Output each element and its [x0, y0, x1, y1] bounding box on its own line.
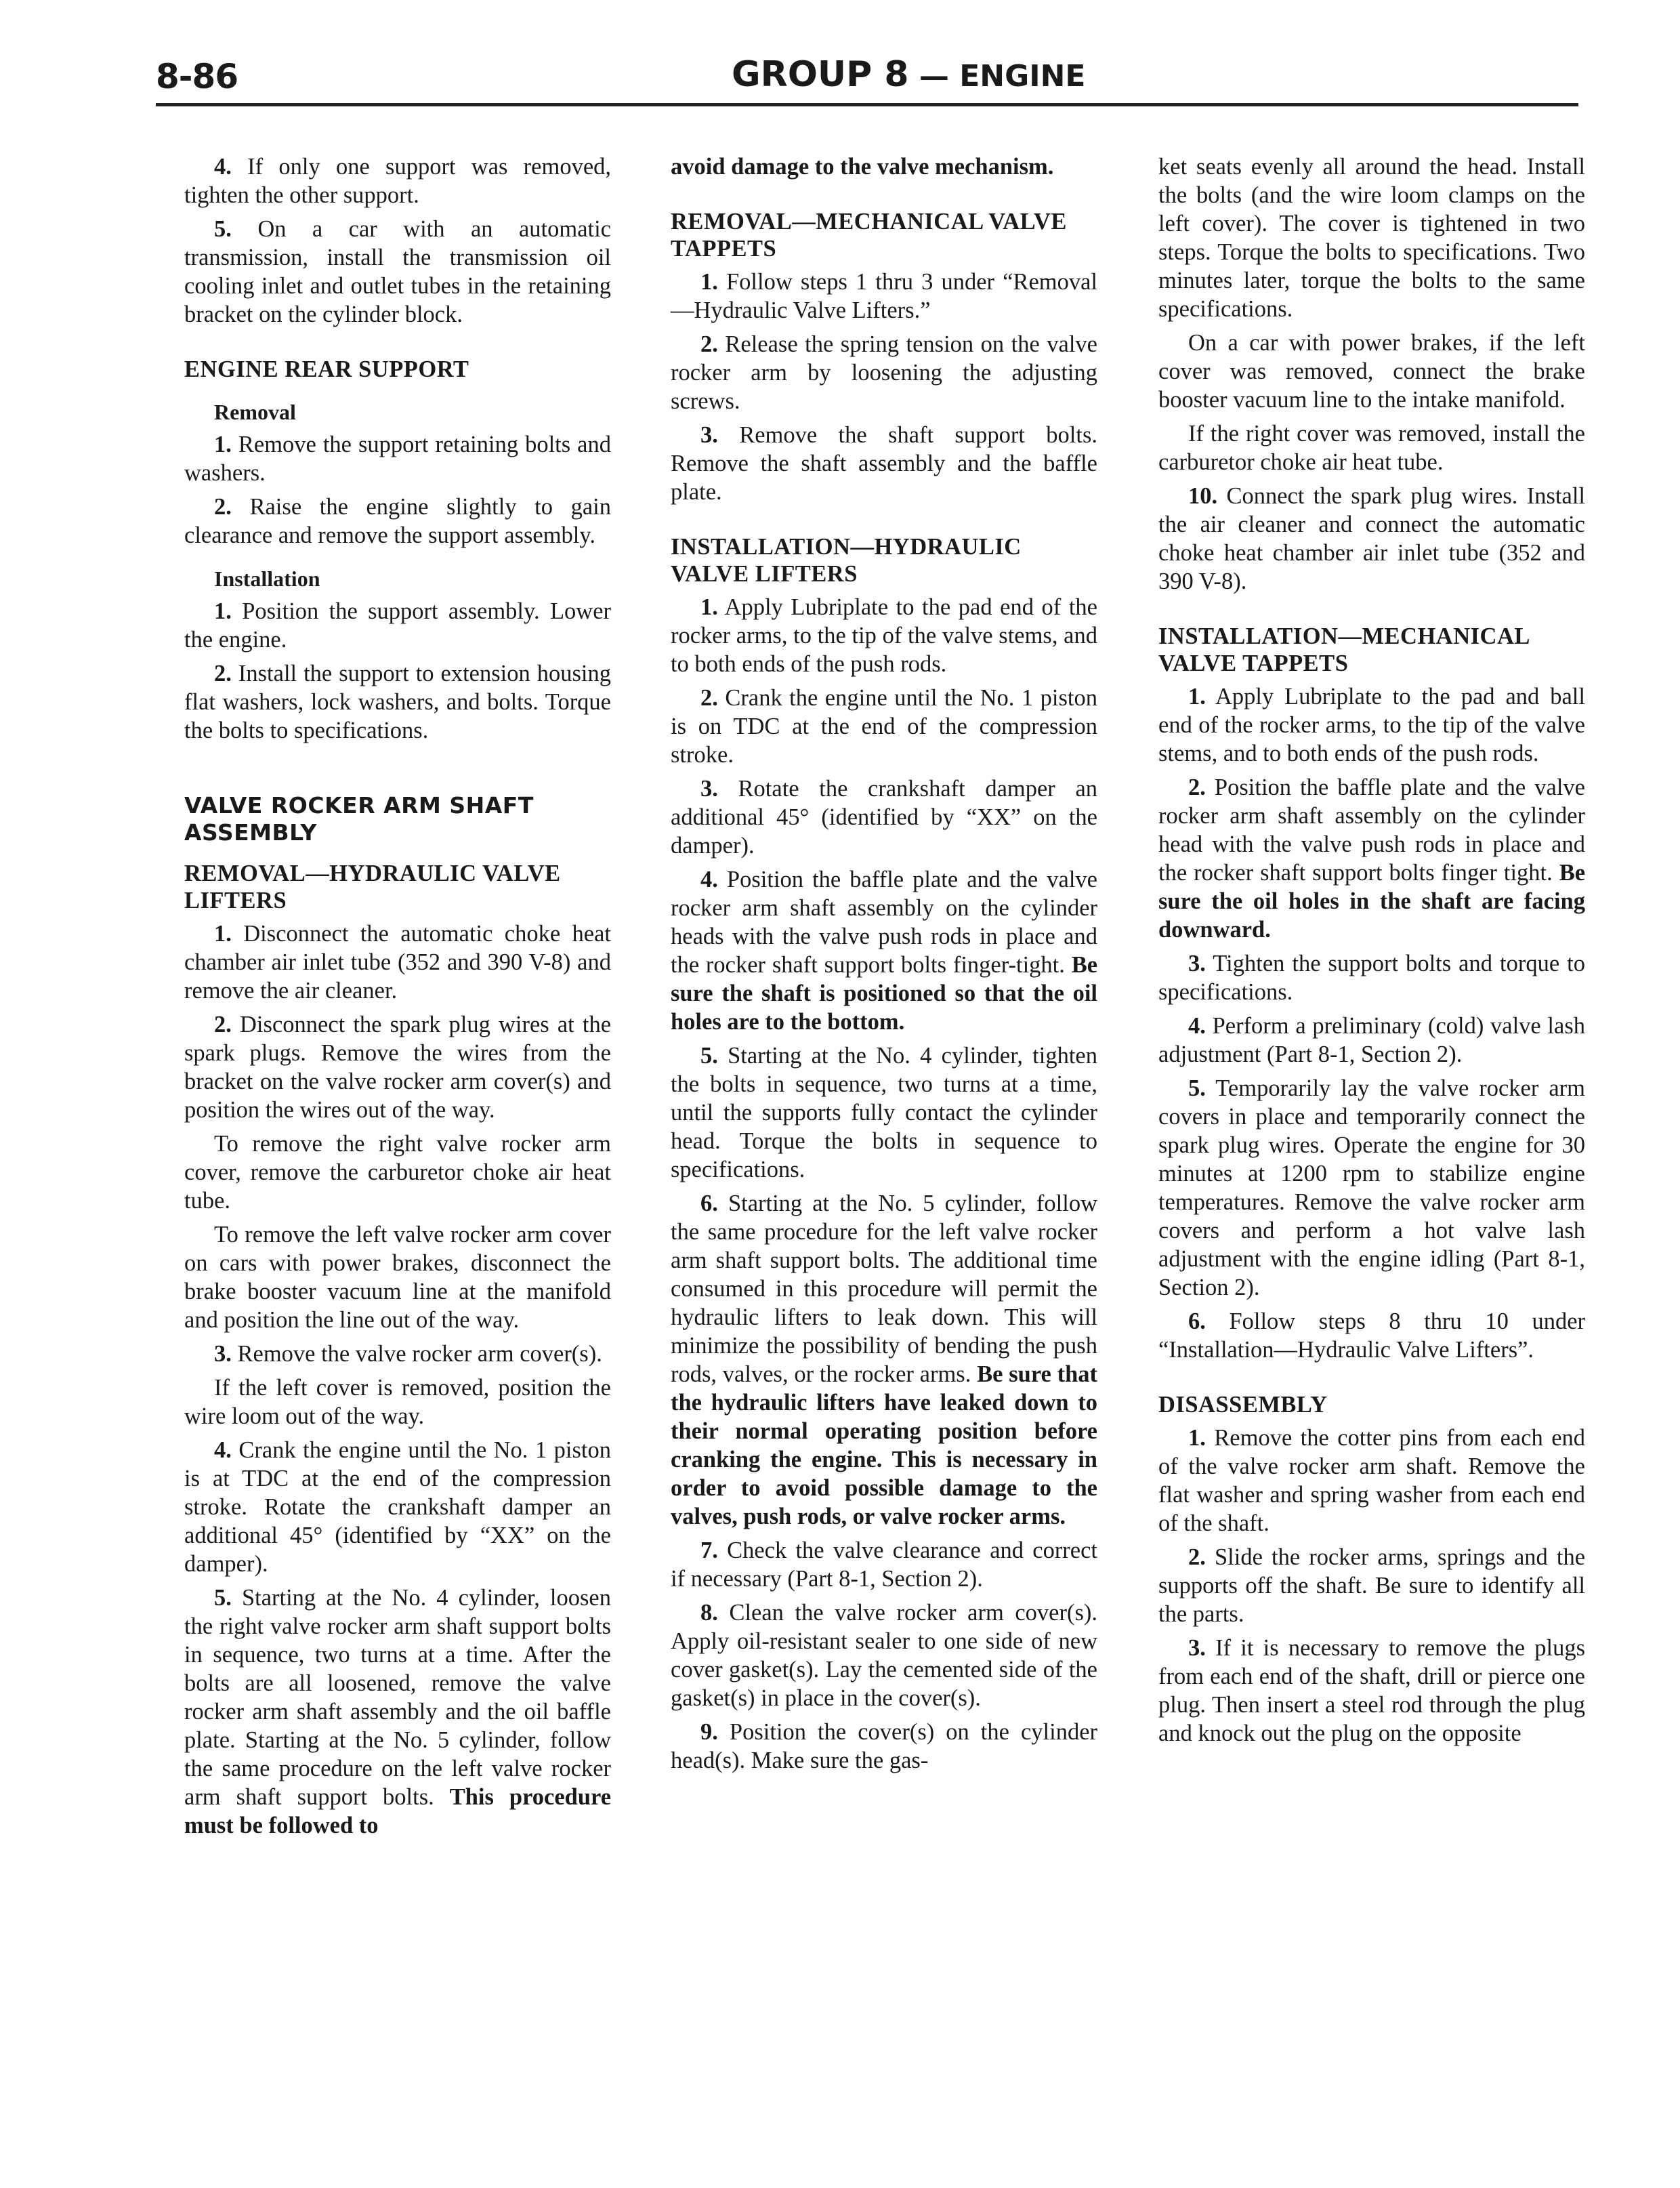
section-heading: ENGINE REAR SUPPORT — [184, 356, 469, 382]
section-heading: VALVE ROCKER ARM SHAFT ASSEMBLY — [184, 792, 534, 846]
subheading: Removal — [214, 400, 296, 424]
step-number: 5. — [1188, 1075, 1206, 1101]
column-3 — [1158, 152, 1585, 1753]
step-number: 4. — [1188, 1013, 1206, 1039]
paragraph — [671, 268, 1097, 325]
step-text: Starting at the No. 4 cylinder, loosen the right valve rocker arm shaft support bolts in sequence, two turns at a time. After the bolts are all loosened, remove the valve rocker arm shaft assembly and the oil baffle plate. Starting at the No. 5 cylinder, follow the same procedure on the left valve rocker arm shaft support bolts. — [184, 1585, 611, 1810]
paragraph — [671, 775, 1097, 860]
step-text: Position the support assembly. Lower the engine. — [184, 598, 612, 653]
paragraph — [671, 1718, 1097, 1775]
paragraph — [184, 920, 611, 1005]
paragraph — [671, 865, 1097, 1036]
warning-text: This procedure must be followed to — [184, 1784, 612, 1838]
paragraph: To remove the right valve rocker arm cover, remove the carburetor choke air heat tube. — [184, 1131, 611, 1214]
step-text: Remove the shaft support bolts. Remove the shaft assembly and the baffle plate. — [671, 422, 1097, 505]
step-number: 5. — [214, 1585, 232, 1611]
paragraph — [671, 593, 1097, 678]
paragraph — [671, 684, 1097, 769]
paragraph: If the left cover is removed, position the wire loom out of the way. — [184, 1375, 611, 1429]
step-number: 9. — [700, 1719, 718, 1745]
paragraph — [1158, 482, 1585, 596]
step-text: If it is necessary to remove the plugs from each end of the shaft, drill or pierce one plug. Then insert a steel rod through the plug and knock out the plug on the opposite — [1158, 1635, 1586, 1746]
step-text: Temporarily lay the valve rocker arm covers in place and temporarily connect the spark plug wires. Operate the engine for 30 minutes at 1200 rpm to stabilize engine temperatures. Remove the valve rocker arm covers and perform a hot valve lash adjustment with the engine idling (Part 8-1, Section 2). — [1158, 1075, 1585, 1300]
section-heading: INSTALLATION—MECHANICAL VALVE TAPPETS — [1158, 623, 1529, 676]
step-text: Clean the valve rocker arm cover(s). Apply oil-resistant sealer to one side of new cover gasket(s). Lay the cemented side of the gasket(s) in place in the cover(s). — [671, 1600, 1098, 1711]
page-header — [156, 47, 1578, 108]
warning-text: Be sure that the hydraulic lifters have leaked down to their normal operating position before cranking the engine. This is necessary in order to avoid possible damage to the valves, push rods, or valve rocker arms. — [671, 1361, 1098, 1529]
paragraph: To remove the left valve rocker arm cover on cars with power brakes, disconnect the brake booster vacuum line at the manifold and position the line out of the way. — [184, 1222, 611, 1333]
step-number: 1. — [214, 921, 232, 947]
step-number: 1. — [1188, 1425, 1206, 1451]
step-text: Position the baffle plate and the valve rocker arm shaft assembly on the cylinder heads with the valve push rods in place and the rocker shaft support bolts finger-tight. — [671, 867, 1097, 978]
paragraph — [1158, 1424, 1585, 1537]
step-text: Disconnect the spark plug wires at the spark plugs. Remove the wires from the bracket on the valve rocker arm cover(s) and position the wires out of the way. — [184, 1012, 612, 1123]
step-text: Raise the engine slightly to gain clearance and remove the support assembly. — [184, 494, 611, 548]
step-text: Perform a preliminary (cold) valve lash adjustment (Part 8-1, Section 2). — [1158, 1013, 1586, 1067]
step-text: Rotate the crankshaft damper an additional 45° (identified by “XX” on the damper). — [671, 776, 1098, 859]
section-heading: REMOVAL—MECHANICAL VALVE TAPPETS — [671, 209, 1067, 262]
step-number: 3. — [1188, 1635, 1206, 1661]
step-number: 3. — [700, 422, 718, 448]
step-number: 8. — [700, 1600, 718, 1626]
paragraph — [671, 1041, 1097, 1184]
paragraph — [184, 430, 611, 487]
step-text: Position the baffle plate and the valve rocker arm shaft assembly on the cylinder head with the valve push rods in place and the rocker shaft support bolts finger tight. — [1158, 775, 1585, 886]
group-label: GROUP 8 — [732, 54, 909, 95]
step-text: Follow steps 8 thru 10 under “Installation—Hydraulic Valve Lifters”. — [1158, 1308, 1585, 1363]
step-text: Check the valve clearance and correct if necessary (Part 8-1, Section 2). — [671, 1537, 1098, 1592]
paragraph — [184, 1436, 611, 1578]
step-text: On a car with an automatic transmission, install the transmission oil cooling inlet and outlet tubes in the retaining bracket on the cylinder block. — [184, 216, 611, 327]
paragraph — [1158, 682, 1585, 768]
paragraph — [671, 1598, 1097, 1712]
paragraph — [1158, 1012, 1585, 1069]
step-text: Tighten the support bolts and torque to specifications. — [1158, 951, 1585, 1005]
step-number: 3. — [1188, 951, 1206, 976]
warning-text: Be sure the oil holes in the shaft are facing downward. — [1158, 860, 1586, 943]
step-text: Slide the rocker arms, springs and the supports off the shaft. Be sure to identify all the parts. — [1158, 1544, 1586, 1627]
step-text: Disconnect the automatic choke heat chamber air inlet tube (352 and 390 V-8) and remove the air cleaner. — [184, 921, 612, 1004]
step-text: Crank the engine until the No. 1 piston is at TDC at the end of the compression stroke. Rotate the crankshaft damper an additional 45° (identified by “XX” on the damper). — [184, 1437, 612, 1577]
paragraph — [1158, 949, 1585, 1006]
subheading: Installation — [214, 566, 320, 591]
step-number: 2. — [700, 331, 718, 357]
step-number: 2. — [214, 1012, 232, 1037]
paragraph — [671, 421, 1097, 506]
step-text: Starting at the No. 4 cylinder, tighten the bolts in sequence, two turns at a time, until the supports fully contact the cylinder head. Torque the bolts in sequence to specifications. — [671, 1043, 1097, 1182]
paragraph — [184, 493, 611, 550]
step-text: Connect the spark plug wires. Install the air cleaner and connect the automatic choke heat chamber air inlet tube (352 and 390 V-8). — [1158, 483, 1585, 594]
step-number: 7. — [700, 1537, 718, 1563]
step-number: 2. — [1188, 1544, 1206, 1570]
step-number: 3. — [214, 1341, 232, 1367]
page-number: 8-86 — [156, 57, 238, 96]
section-label: — ENGINE — [908, 59, 1086, 94]
paragraph: avoid damage to the valve mechanism. — [671, 154, 1054, 180]
step-text: Apply Lubriplate to the pad and ball end of the rocker arms, to the tip of the valve stems, and to both ends of the push rods. — [1158, 684, 1585, 766]
step-text: If only one support was removed, tighten the other support. — [184, 154, 612, 208]
step-number: 4. — [700, 867, 718, 892]
paragraph — [184, 1010, 611, 1124]
paragraph — [1158, 1634, 1585, 1748]
step-number: 2. — [1188, 775, 1206, 800]
paragraph — [1158, 1307, 1585, 1364]
paragraph — [1158, 773, 1585, 944]
step-number: 5. — [700, 1043, 718, 1069]
paragraph — [184, 152, 611, 209]
step-text: Remove the cotter pins from each end of the valve rocker arm shaft. Remove the flat washer and spring washer from each end of the shaft. — [1158, 1425, 1586, 1536]
paragraph — [184, 215, 611, 329]
step-text: Remove the valve rocker arm cover(s). — [237, 1341, 602, 1367]
paragraph — [671, 1189, 1097, 1531]
column-1 — [184, 152, 611, 1845]
header-rule — [156, 103, 1578, 106]
paragraph — [671, 1536, 1097, 1593]
warning-text: Be sure the shaft is positioned so that the oil holes are to the bottom. — [671, 952, 1098, 1035]
step-number: 5. — [214, 216, 232, 242]
step-text: Apply Lubriplate to the pad end of the rocker arms, to the tip of the valve stems, and to both ends of the push rods. — [671, 594, 1097, 677]
paragraph — [184, 597, 611, 654]
step-text: Follow steps 1 thru 3 under “Removal—Hydraulic Valve Lifters.” — [671, 269, 1097, 323]
step-number: 1. — [214, 432, 232, 457]
step-number: 2. — [700, 685, 718, 711]
step-text: Crank the engine until the No. 1 piston is on TDC at the end of the compression stroke. — [671, 685, 1098, 768]
step-number: 2. — [214, 661, 232, 686]
paragraph — [184, 1584, 611, 1840]
step-text: Position the cover(s) on the cylinder head(s). Make sure the gas- — [671, 1719, 1098, 1773]
step-text: Release the spring tension on the valve rocker arm by loosening the adjusting screws. — [671, 331, 1097, 414]
step-number: 6. — [700, 1191, 718, 1216]
column-2 — [671, 152, 1097, 1780]
step-number: 4. — [214, 1437, 232, 1463]
paragraph — [1158, 1074, 1585, 1302]
paragraph — [1158, 1543, 1585, 1628]
step-number: 1. — [214, 598, 232, 624]
step-number: 10. — [1188, 483, 1218, 509]
step-number: 3. — [700, 776, 718, 802]
step-number: 6. — [1188, 1308, 1206, 1334]
step-number: 1. — [700, 594, 718, 620]
step-text: Install the support to extension housing flat washers, lock washers, and bolts. Torque the bolts to specifications. — [184, 661, 612, 743]
paragraph — [184, 659, 611, 745]
paragraph — [184, 1340, 611, 1368]
section-heading: INSTALLATION—HYDRAULIC VALVE LIFTERS — [671, 534, 1022, 587]
step-text: Remove the support retaining bolts and washers. — [184, 432, 611, 486]
section-heading: DISASSEMBLY — [1158, 1392, 1328, 1418]
step-number: 2. — [214, 494, 232, 520]
step-number: 1. — [700, 269, 718, 295]
step-text: Starting at the No. 5 cylinder, follow the same procedure for the left valve rocker arm shaft support bolts. The additional time consumed in this procedure will permit the hydraulic lifters to leak down. This will minimize the possibility of bending the push rods, valves, or the rocker arms. — [671, 1191, 1097, 1387]
step-number: 1. — [1188, 684, 1206, 709]
section-heading: REMOVAL—HYDRAULIC VALVE LIFTERS — [184, 861, 561, 913]
paragraph: If the right cover was removed, install the carburetor choke air heat tube. — [1158, 421, 1585, 475]
group-title — [732, 54, 1085, 95]
step-number: 4. — [214, 154, 232, 180]
paragraph — [671, 330, 1097, 415]
paragraph: On a car with power brakes, if the left cover was removed, connect the brake booster vacuum line to the intake manifold. — [1158, 330, 1585, 413]
paragraph: ket seats evenly all around the head. Install the bolts (and the wire loom clamps on the left cover). The cover is tightened in two steps. Torque the bolts to specifications. Two minutes later, torque the bolts to the same specifications. — [1158, 154, 1585, 322]
